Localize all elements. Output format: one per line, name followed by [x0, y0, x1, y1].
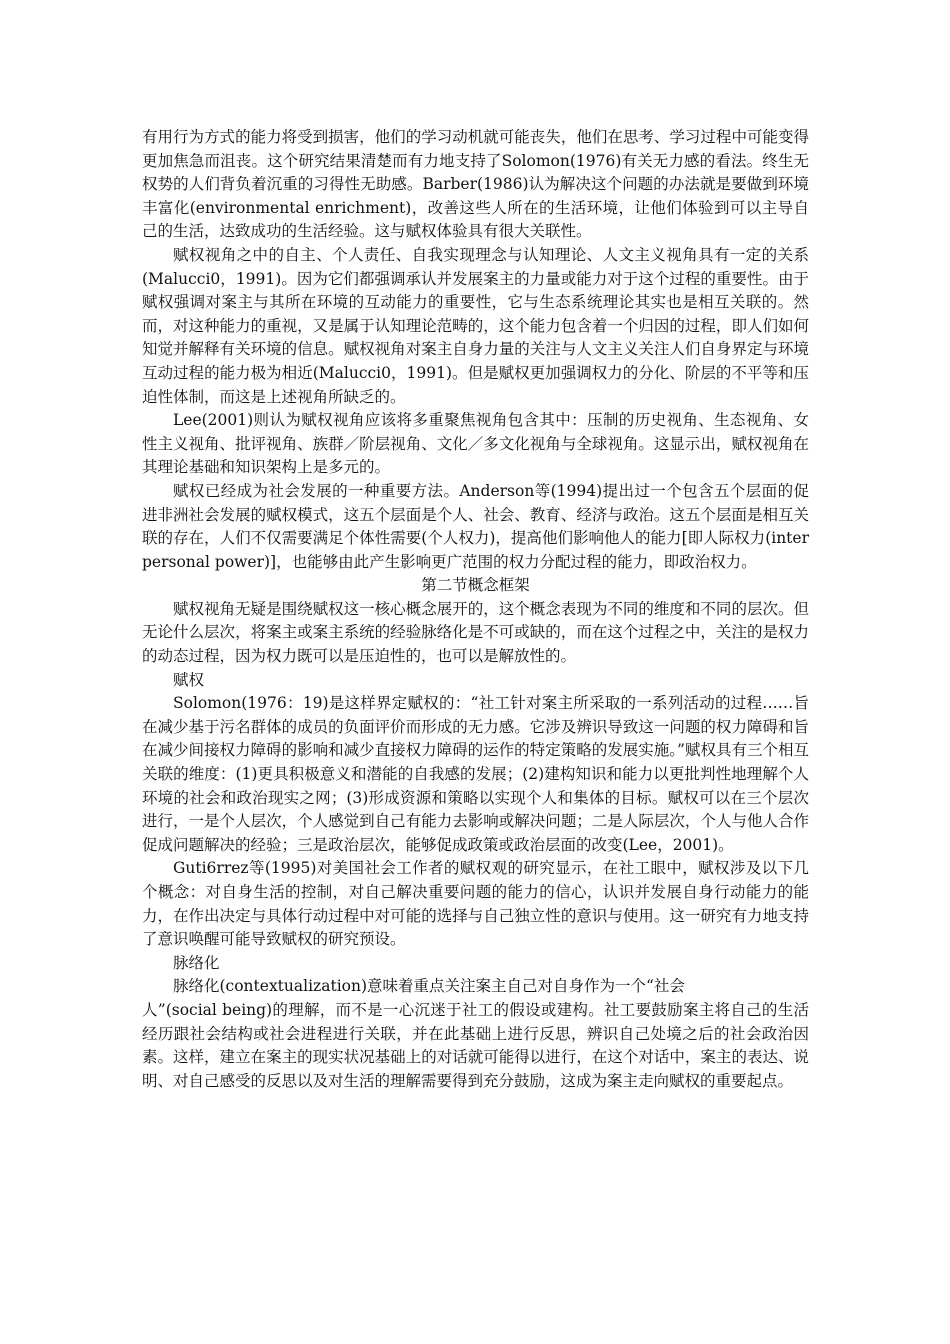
- paragraph-framework-intro: 赋权视角无疑是围绕赋权这一核心概念展开的，这个概念表现为不同的维度和不同的层次。但无论什么层次，将案主或案主系统的经验脉络化是不可或缺的，而在这个过程之中，关注的是权力的动态过程，因为权力既可以是压迫性的，也可以是解放性的。: [142, 599, 809, 666]
- paragraph-contextualization-line1: 脉络化(contextualization)意味着重点关注案主自己对自身作为一个“社会: [173, 977, 685, 996]
- paragraph-solomon-definition: Solomon(1976：19)是这样界定赋权的：“社工针对案主所采取的一系列活动的过程……旨在减少基于污名群体的成员的负面评价而形成的无力感。它涉及辨识导致这一问题的权力障碍和旨在减少间接权力障碍的影响和减少直接权力障碍的运作的特定策略的发展实施。”赋权具有三个相互关联的维度：(1)更具积极意义和潜能的自我感的发展；(2)建构知识和能力以更批判性地理解个人环境的社会和政治现实之网；(3)形成资源和策略以实现个人和集体的目标。赋权可以在三个层次进行，一是个人层次，个人感觉到自己有能力去影响或解决问题；二是人际层次，个人与他人合作促成问题解决的经验；三是政治层次，能够促成政策或政治层面的改变(Lee，2001)。: [142, 694, 809, 854]
- subheading-contextualization: 脉络化: [173, 953, 220, 972]
- paragraph-autonomy-theories: 赋权视角之中的自主、个人责任、自我实现理念与认知理论、人文主义视角具有一定的关系(Malucci0，1991)。因为它们都强调承认并发展案主的力量或能力对于这个过程的重要性。由于赋权强调对案主与其所在环境的互动能力的重要性，它与生态系统理论其实也是相互关联的。然而，对这种能力的重视，又是属于认知理论范畴的，这个能力包含着一个归因的过程，即人们如何知觉并解释有关环境的信息。赋权视角对案主自身力量的关注与人文主义关注人们自身界定与环境互动过程的能力极为相近(Malucci0，1991)。但是赋权更加强调权力的分化、阶层的不平等和压迫性体制，而这是上述视角所缺乏的。: [142, 245, 809, 406]
- paragraph-gutierrez-study: Guti6rrez等(1995)对美国社会工作者的赋权观的研究显示，在社工眼中，赋权涉及以下几个概念：对自身生活的控制，对自己解决重要问题的能力的信心，认识并发展自身行动能力的能力，在作出决定与具体行动过程中对可能的选择与自己独立性的意识与使用。这一研究有力地支持了意识唤醒可能导致赋权的研究预设。: [142, 859, 809, 949]
- paragraph-lee-multiple-perspectives: Lee(2001)则认为赋权视角应该将多重聚焦视角包含其中：压制的历史视角、生态视角、女性主义视角、批评视角、族群／阶层视角、文化／多文化视角与全球视角。这显示出，赋权视角在其理论基础和知识架构上是多元的。: [142, 411, 809, 477]
- paragraph-social-development: 赋权已经成为社会发展的一种重要方法。Anderson等(1994)提出过一个包含五个层面的促进非洲社会发展的赋权模式，这五个层面是个人、社会、教育、经济与政治。这五个层面是相互关联的存在，人们不仅需要满足个体性需要(个人权力)，提高他们影响他人的能力[即人际权力(interpersonal power)]，也能够由此产生影响更广范围的权力分配过程的能力，即政治权力。: [142, 481, 809, 571]
- paragraph-learned-helplessness: 有用行为方式的能力将受到损害，他们的学习动机就可能丧失，他们在思考、学习过程中可能变得更加焦急而沮丧。这个研究结果清楚而有力地支持了Solomon(1976)有关无力感的看法。终生无权势的人们背负着沉重的习得性无助感。Barber(1986)认为解决这个问题的办法就是要做到环境丰富化(environmental enrichment)，改善这些人所在的生活环境，让他们体验到可以主导自己的生活，达致成功的生活经验。这与赋权体验具有很大关联性。: [142, 128, 809, 241]
- document-page: [142, 126, 809, 1093]
- paragraph-contextualization-body: 人”(social being)的理解，而不是一心沉迷于社工的假设或建构。社工要鼓励案主将自己的生活经历跟社会结构或社会进程进行关联，并在此基础上进行反思，辨识自己处境之后的社会政治因素。这样，建立在案主的现实状况基础上的对话就可能得以进行，在这个对话中，案主的表达、说明、对自己感受的反思以及对生活的理解需要得到充分鼓励，这成为案主走向赋权的重要起点。: [142, 1000, 809, 1090]
- subheading-empowerment: 赋权: [173, 670, 205, 689]
- section-title: 第二节概念框架: [421, 576, 530, 595]
